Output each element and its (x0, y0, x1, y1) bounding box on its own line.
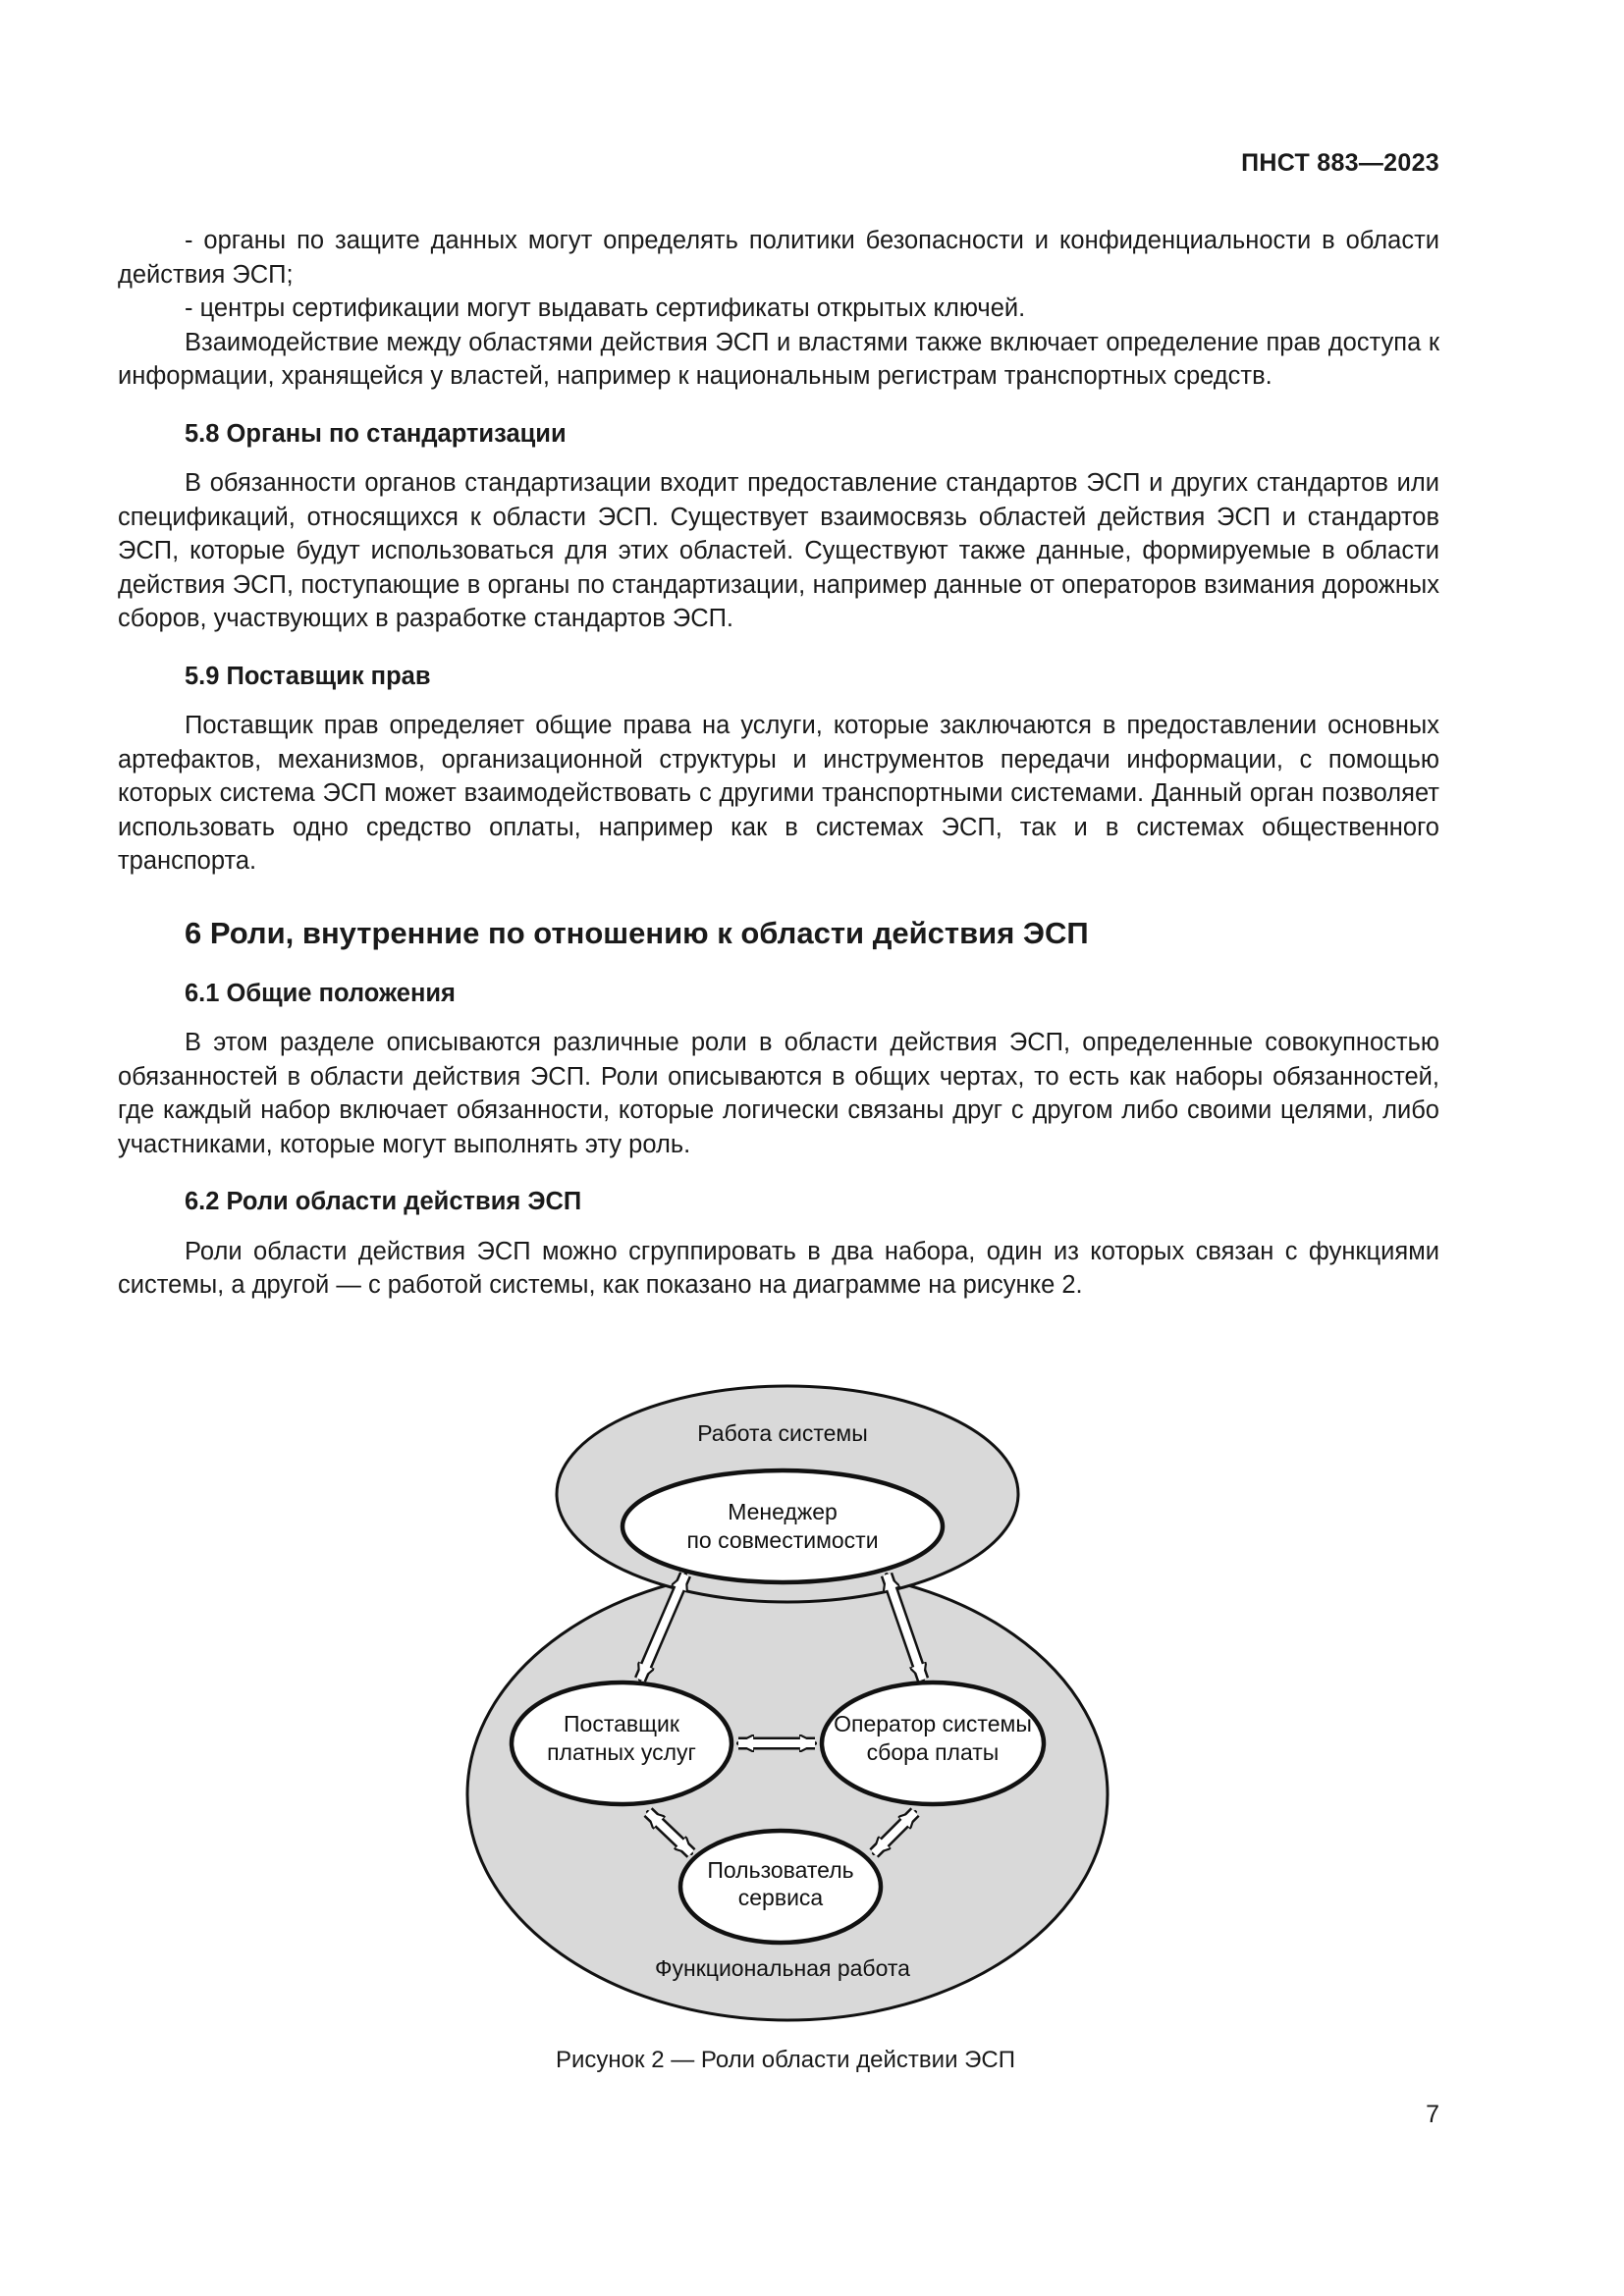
section-heading-6-2: 6.2 Роли области действия ЭСП (185, 1188, 582, 1215)
document-code: ПНСТ 883—2023 (1241, 149, 1439, 177)
node-label: платных услуг (547, 1739, 696, 1765)
paragraph: Взаимодействие между областями действия ЭСП и властями также включает определение прав доступа к информации, хранящейся у властей, например к национальным регистрам транспортных средств. (118, 328, 1439, 390)
system-work-label: Работа системы (697, 1420, 868, 1446)
node-label: Поставщик (564, 1711, 679, 1736)
list-item: - органы по защите данных могут определять политики безопасности и конфиденциальности в области действия ЭСП; (118, 227, 1439, 289)
paragraph: В обязанности органов стандартизации входит предоставление стандартов ЭСП и других стандартов или спецификаций, относящихся к области ЭСП. Существует взаимосвязь областей действия ЭСП и стандартов ЭСП, которые будут использоваться для этих областей. Существуют также данные, формируемые в области действия ЭСП, поступающие в органы по стандартизации, например данные от операторов взимания дорожных сборов, участвующих в разработке стандартов ЭСП. (118, 469, 1439, 632)
node-label: сбора платы (866, 1739, 1000, 1765)
node-label: по совместимости (686, 1527, 879, 1553)
figure-caption: Рисунок 2 — Роли области действии ЭСП (556, 2047, 1015, 2073)
section-heading-5-8: 5.8 Органы по стандартизации (185, 419, 567, 448)
section-heading-6-1: 6.1 Общие положения (185, 979, 456, 1007)
paragraph: В этом разделе описываются различные роли в области действия ЭСП, определенные совокупностью обязанностей в области действия ЭСП. Роли описываются в общих чертах, то есть как наборы обязанностей, где каждый набор включает обязанности, которые логически связаны друг с другом либо своими целями, либо участниками, которые могут выполнять эту роль. (118, 1029, 1439, 1158)
list-item: - центры сертификации могут выдавать сертификаты открытых ключей. (185, 294, 1026, 322)
node-label: Оператор системы (834, 1711, 1032, 1736)
section-heading-5-9: 5.9 Поставщик прав (185, 662, 431, 690)
paragraph: Роли области действия ЭСП можно сгруппировать в два набора, один из которых связан с функциями системы, а другой — с работой системы, как показано на диаграмме на рисунке 2. (118, 1237, 1439, 1299)
page-number: 7 (1426, 2101, 1439, 2128)
node-compatibility-manager (623, 1470, 943, 1582)
section-heading-6: 6 Роли, внутренние по отношению к области действия ЭСП (185, 915, 1089, 950)
node-label: Пользователь (707, 1857, 854, 1883)
functional-work-label: Функциональная работа (655, 1955, 910, 1981)
node-label: Менеджер (728, 1499, 838, 1524)
paragraph: Поставщик прав определяет общие права на услуги, которые заключаются в предоставлении основных артефактов, механизмов, организационной структуры и инструментов передачи информации, с помощью которых система ЭСП может взаимодействовать с другими транспортными системами. Данный орган позволяет использовать одно средство оплаты, например как в системах ЭСП, так и в системах общественного транспорта. (118, 712, 1439, 875)
node-label: сервиса (737, 1885, 824, 1910)
